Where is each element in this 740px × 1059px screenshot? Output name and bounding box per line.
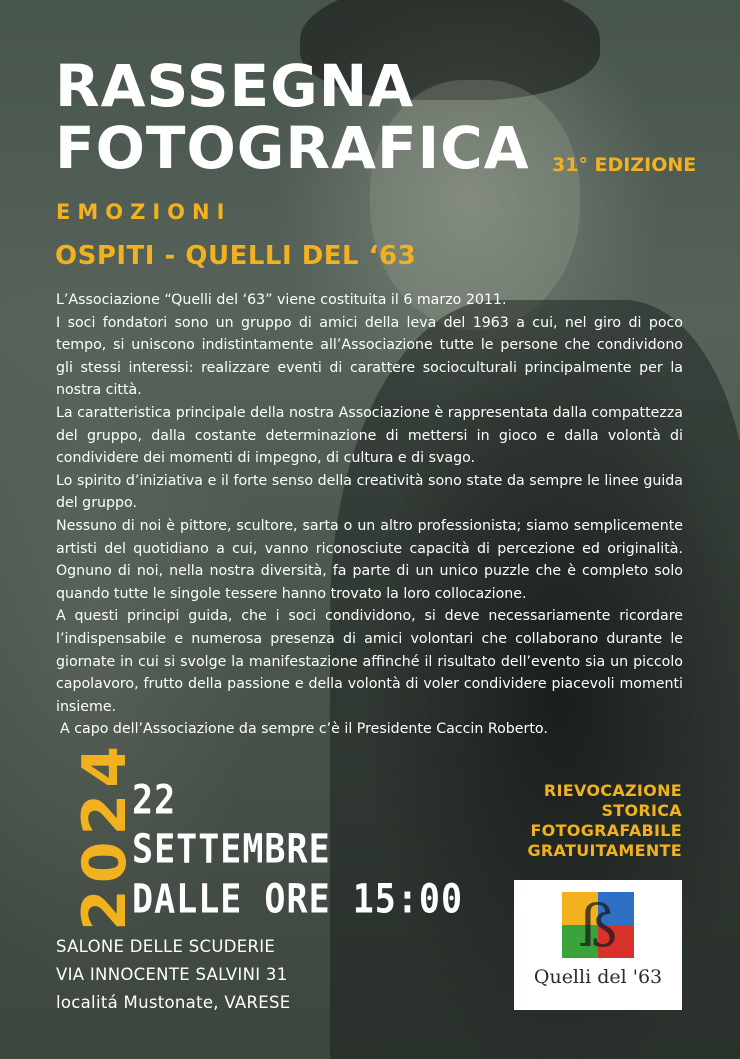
logo-emblem-icon — [558, 888, 638, 962]
paragraph: L’Associazione “Quelli del ‘63” viene costituita il 6 marzo 2011. — [56, 292, 507, 308]
note-line: RIEVOCAZIONE — [543, 781, 682, 800]
note-line: STORICA — [601, 801, 682, 820]
logo-text: Quelli del '63 — [533, 966, 663, 988]
event-time: DALLE ORE 15:00 — [132, 877, 464, 923]
event-day: 22 — [132, 778, 177, 824]
paragraph: A capo dell’Associazione da sempre c’è il Presidente Caccin Roberto. — [60, 721, 548, 738]
title-line-2: FOTOGRAFICA — [55, 114, 530, 182]
note-line: GRATUITAMENTE — [527, 841, 682, 860]
event-year: 2024 — [70, 740, 140, 931]
theme-label: EMOZIONI — [56, 200, 232, 224]
event-note — [470, 781, 682, 861]
association-description — [56, 289, 683, 741]
venue-locality: localitá Mustonate, VARESE — [56, 993, 291, 1012]
paragraph: A questi principi guida, che i soci condividono, si deve necessariamente ricordare l’indispensabile e numerosa presenza di amici volontari che collaborano durante le giornate in cui si svolge la manifestazione affinché il risultato dell’evento sia un piccolo capolavoro, frutto della passione e della volontà di voler condividere piacevoli momenti insieme. — [56, 608, 683, 715]
association-logo — [514, 880, 682, 1010]
event-month: SETTEMBRE — [132, 827, 331, 873]
svg-text:ß: ß — [578, 892, 618, 960]
paragraph: La caratteristica principale della nostra Associazione è rappresentata dalla compattezza del gruppo, dalla costante determinazione di mettersi in gioco e dalla volontà di condividere dei momenti di impegno, di cultura e di svago. — [56, 404, 683, 467]
edition-label: 31° EDIZIONE — [552, 154, 697, 176]
note-line: FOTOGRAFABILE — [530, 821, 682, 840]
paragraph: I soci fondatori sono un gruppo di amici della leva del 1963 a cui, nel giro di poco tempo, si uniscono indistintamente all’Associazione tutte le persone che condividono gli stessi interessi: realizzare eventi di carattere socioculturali principalmente per la nostra città. — [56, 314, 683, 399]
title-line-1: RASSEGNA — [55, 52, 415, 120]
paragraph: Nessuno di noi è pittore, scultore, sarta o un altro professionista; siamo semplicemente artisti del quotidiano a cui, vanno riconosciute capacità di percezione ed originalità. Ognuno di noi, nella nostra diversità, fa parte di un unico puzzle che è completo solo quando tutte le singole tessere hanno trovato la loro collocazione. — [56, 517, 683, 602]
venue-address: VIA INNOCENTE SALVINI 31 — [56, 965, 288, 984]
guests-heading: OSPITI - QUELLI DEL ‘63 — [55, 241, 417, 271]
paragraph: Lo spirito d’iniziativa e il forte senso della creatività sono state da sempre le linee guida del gruppo. — [56, 472, 683, 512]
venue-name: SALONE DELLE SCUDERIE — [56, 937, 276, 956]
